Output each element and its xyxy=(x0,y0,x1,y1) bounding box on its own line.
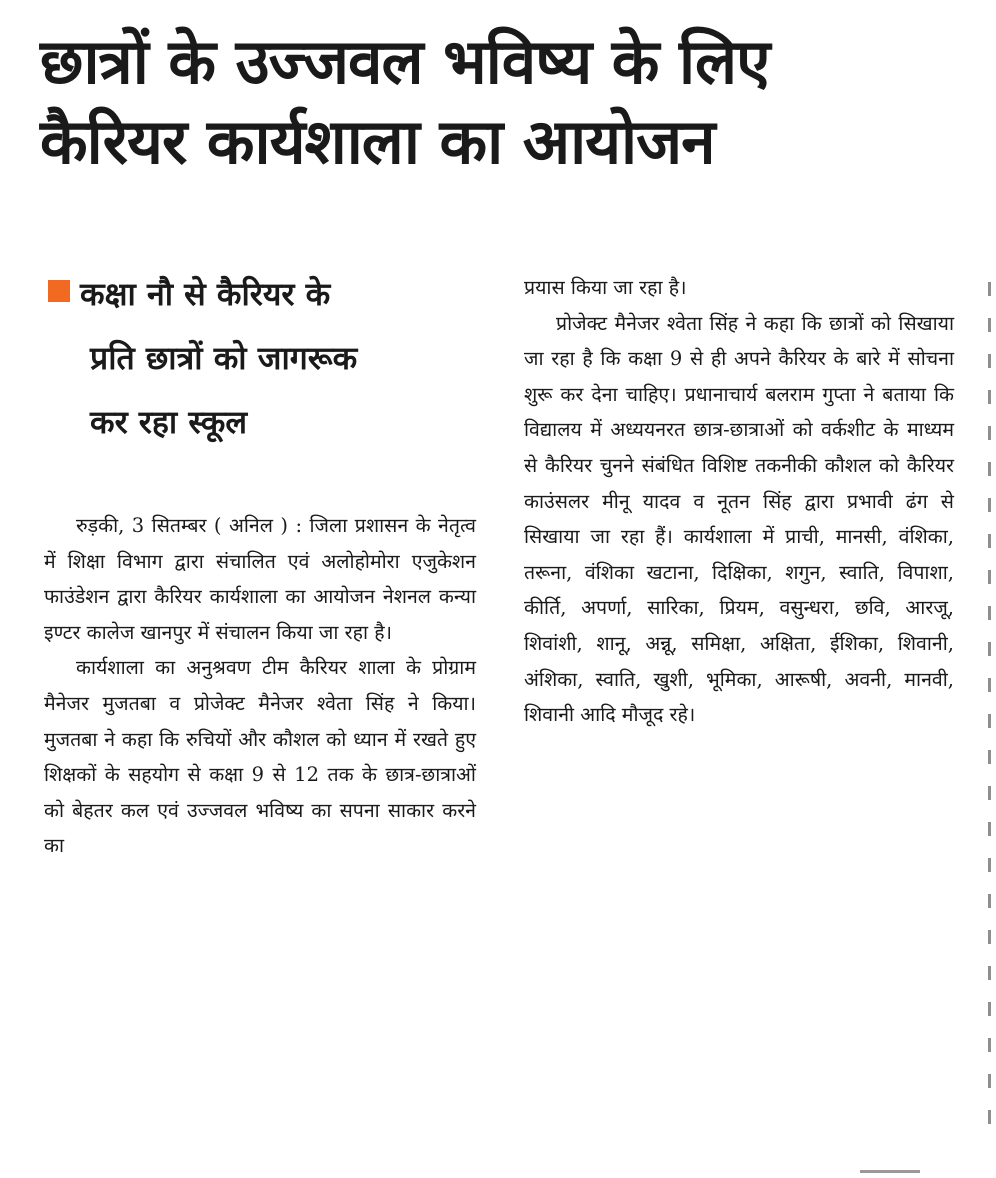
article-paragraph: प्रयास किया जा रहा है। xyxy=(524,276,687,299)
subheadline-line-2: प्रति छात्रों को जागरूक xyxy=(90,339,358,377)
divider xyxy=(860,1170,920,1173)
headline-line-1: छात्रों के उज्जवल भविष्य के लिए xyxy=(40,25,770,98)
adjacent-column-edge xyxy=(984,260,996,1178)
article-paragraph: प्रोजेक्ट मैनेजर श्वेता सिंह ने कहा कि छात्रों को सिखाया जा रहा है कि कक्षा 9 से ही अपने कैरियर के बारे में सोचना शुरू कर देना चाहिए। प्रधानाचार्य बलराम गुप्ता ने बताया कि विद्यालय में अध्ययनरत छात्र-छात्राओं को वर्कशीट के माध्यम से कैरियर चुनने संबंधित विशिष्ट तकनीकी कौशल को कैरियर काउंसलर मीनू यादव व नूतन सिंह द्वारा प्रभावी ढंग से सिखाया जा रहा हैं। कार्यशाला में प्राची, मानसी, वंशिका, तरूना, वंशिका खटाना, दिक्षिका, शगुन, स्वाति, विपाशा, कीर्ति, अपर्णा, सारिका, प्रियम, वसुन्धरा, छवि, आरजू, शिवांशी, शानू, अन्नू, समिक्षा, अक्षिता, ईशिका, शिवानी, अंशिका, स्वाति, खुशी, भूमिका, आरूषी, अवनी, मानवी, शिवानी आदि मौजूद रहे। xyxy=(524,311,954,727)
article-paragraph: कार्यशाला का अनुश्रवण टीम कैरियर शाला के प्रोग्राम मैनेजर मुजतबा व प्रोजेक्ट मैनेजर श्वेता सिंह ने किया। मुजतबा ने कहा कि रुचियों और कौशल को ध्यान में रखते हुए शिक्षकों के सहयोग से कक्षा 9 से 12 तक के छात्र-छात्राओं को बेहतर कल एवं उज्जवल भविष्य का सपना साकार करने का xyxy=(44,656,476,858)
subheadline-line-1: कक्षा नौ से कैरियर के xyxy=(80,275,331,313)
article-column-2 xyxy=(524,270,954,733)
headline-line-2: कैरियर कार्यशाला का आयोजन xyxy=(40,105,715,178)
article-paragraph: रुड़की, 3 सितम्बर ( अनिल ) : जिला प्रशासन के नेतृत्व में शिक्षा विभाग द्वारा संचालित एवं अलोहोमोरा एजुकेशन फाउंडेशन द्वारा कैरियर कार्यशाला का आयोजन नेशनल कन्या इण्टर कालेज खानपुर में संचालन किया जा रहा है। xyxy=(44,514,476,644)
subheadline-line-3: कर रहा स्कूल xyxy=(90,403,248,441)
subheadline xyxy=(48,262,498,454)
headline xyxy=(40,22,970,182)
orange-square-bullet-icon xyxy=(48,280,70,302)
article-column-1 xyxy=(44,508,476,864)
